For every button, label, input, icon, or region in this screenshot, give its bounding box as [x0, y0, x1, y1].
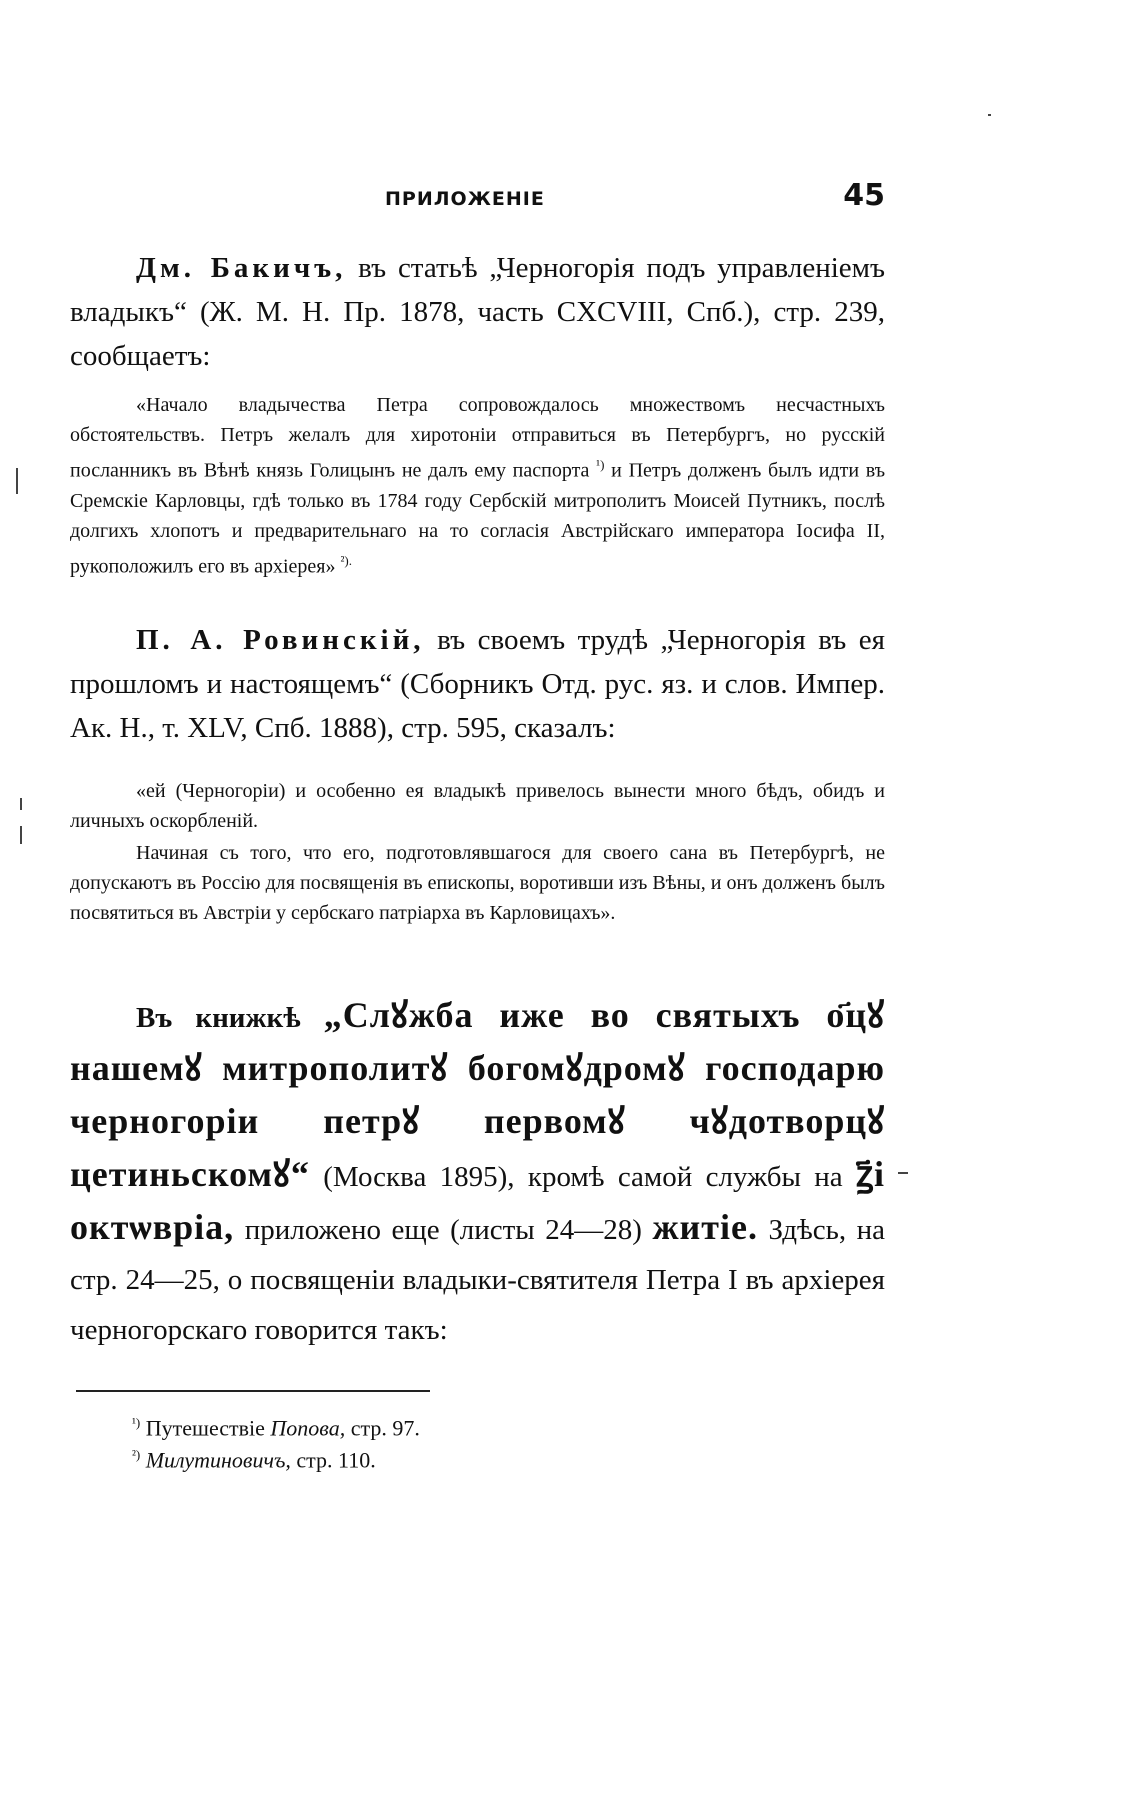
- quote-bakich-text-a: «Начало владычества Петра сопровождалось множествомъ несчастныхъ обстоятельствъ. Петръ желалъ для хиротоніи отправиться въ Петербургъ, но русскій посланникъ въ Вѣнѣ князь Голицынъ не далъ ему паспорта: [70, 394, 885, 482]
- paragraph-bakich-text: въ статьѣ „Черногорія подъ управленіемъ владыкъ“ (Ж. М. Н. Пр. 1878, часть CXCVIII, Спб.), стр. 239, сообщаетъ:: [70, 252, 886, 372]
- running-header: [70, 178, 885, 218]
- quote-rovinsky-line1: «ей (Черногоріи) и особенно ея владыкѣ привелось вынести много бѣдъ, обидъ и личныхъ оскорбленій.: [70, 780, 885, 832]
- scan-mark: [20, 798, 22, 810]
- header-title: ПРИЛОЖЕНІЕ: [385, 188, 545, 210]
- footnote-ref-2: ²).: [340, 552, 352, 568]
- footnote-1-text: Путешествіе: [145, 1415, 265, 1441]
- paragraph-sluzhba-text-a: (Москва 1895), кромѣ самой службы на: [323, 1161, 843, 1193]
- slavonic-date: ꙁ҃і октѡвріа,: [70, 1154, 886, 1247]
- footnote-2: [132, 1440, 892, 1475]
- quote-rovinsky-line2: Начиная съ того, что его, подготовлявшагося для своего сана въ Петербургѣ, не допускаютъ въ Россію для посвященія въ епископы, воротивши изъ Вѣны, и онъ долженъ былъ посвятиться въ Австріи у сербскаго патріарха въ Карловицахъ».: [70, 842, 885, 924]
- quote-rovinsky-1: [70, 776, 885, 836]
- paragraph-rovinsky: [70, 618, 885, 750]
- footnote-2-page: стр. 110.: [296, 1447, 376, 1473]
- scan-mark: [988, 114, 991, 116]
- footnote-ref-1: ¹): [596, 457, 605, 472]
- footnote-separator: [76, 1390, 430, 1392]
- author-bakich: Дм. Бакичъ,: [136, 252, 347, 284]
- paragraph-sluzhba-text-c: Здѣсь, на стр. 24—25, о посвященіи владыки-святителя Петра I въ архіерея черногорскаго говорится такъ:: [70, 1214, 886, 1346]
- quote-bakich-text-b: и Петръ долженъ былъ идти въ Сремскіе Карловцы, гдѣ только въ 1784 году Сербскій митрополитъ Моисей Путникъ, послѣ долгихъ хлопотъ и предварительнаго на то согласія Австрійскаго императора Іосифа II, рукоположилъ его въ архіерея»: [70, 459, 886, 578]
- scan-mark: [20, 826, 22, 844]
- footnote-1-page: стр. 97.: [350, 1415, 420, 1441]
- paragraph-bakich: [70, 246, 885, 378]
- footnote-2-mark: ²): [132, 1447, 141, 1462]
- paragraph-sluzhba-lead: Въ книжкѣ: [136, 1002, 301, 1034]
- footnote-1-mark: ¹): [132, 1415, 141, 1430]
- scan-mark: [16, 468, 18, 494]
- paragraph-rovinsky-text: въ своемъ трудѣ „Черногорія въ ея прошломъ и настоящемъ“ (Сборникъ Отд. рус. яз. и слов. Импер. Ак. Н., т. XLV, Спб. 1888), стр. 595, сказалъ:: [70, 624, 886, 744]
- paragraph-sluzhba-text-b: приложено еще (листы 24—28): [244, 1214, 642, 1246]
- footnote-1-name: Попова,: [270, 1415, 346, 1441]
- slavonic-title: „Слꙋжба иже во святыхъ о҃цꙋ нашемꙋ митрополитꙋ богомꙋдромꙋ господарю черногоріи петрꙋ первомꙋ чꙋдотворцꙋ цетиньскомꙋ“: [70, 995, 885, 1194]
- paragraph-sluzhba: [70, 990, 885, 1355]
- quote-bakich: [70, 390, 885, 581]
- footnote-1: [132, 1408, 892, 1443]
- slavonic-word: житіе.: [652, 1207, 758, 1247]
- footnote-2-name: Милутиновичъ,: [145, 1447, 291, 1473]
- page-number: 45: [843, 178, 885, 213]
- quote-rovinsky-2: [70, 838, 885, 928]
- scan-mark: [898, 1172, 908, 1174]
- author-rovinsky: П. А. Ровинскій,: [136, 624, 425, 656]
